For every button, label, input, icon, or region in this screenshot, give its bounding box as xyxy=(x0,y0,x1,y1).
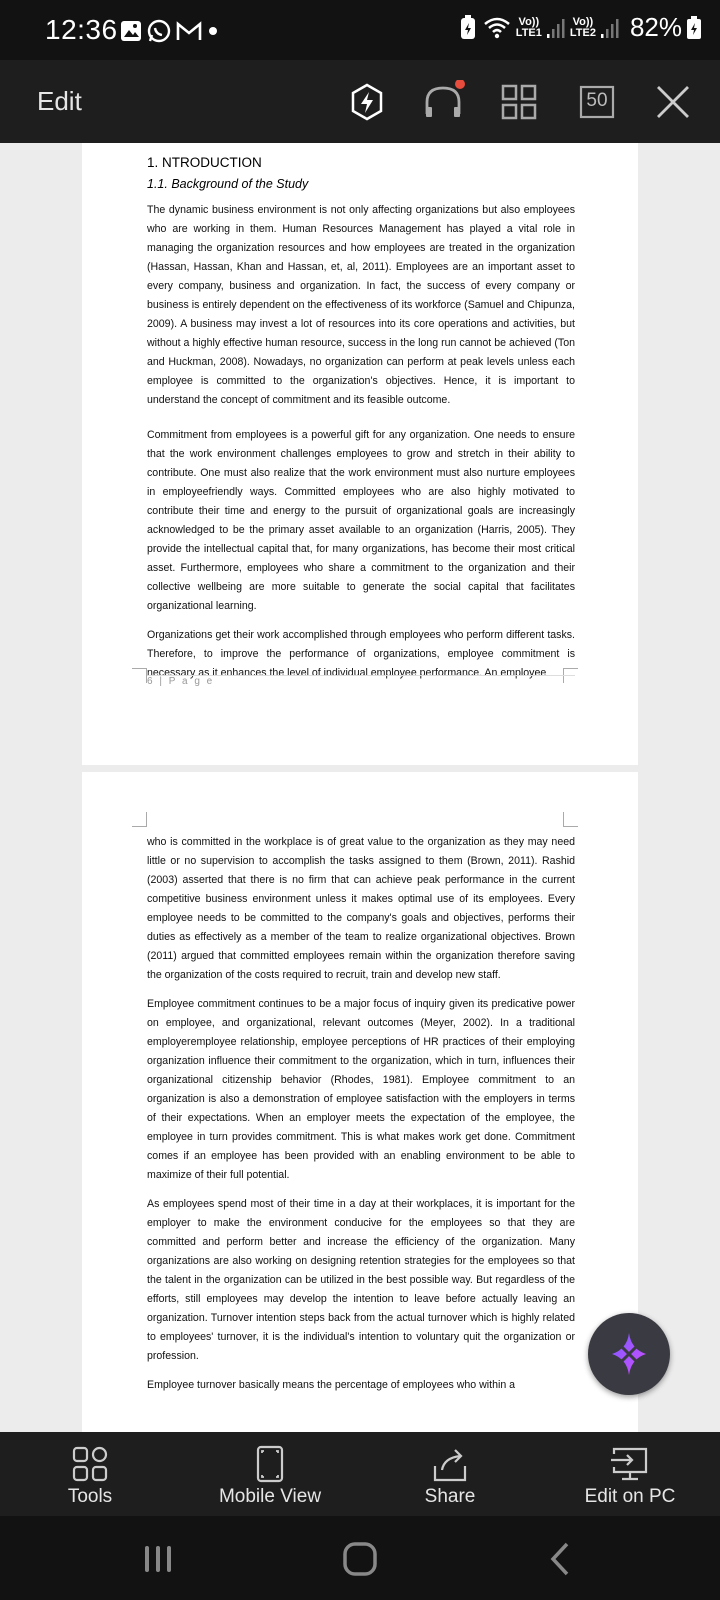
notification-icons xyxy=(120,18,220,44)
edit-button[interactable]: Edit xyxy=(37,86,82,116)
sim1-label: Vo)) LTE1 xyxy=(515,15,542,39)
mobile-view-icon xyxy=(250,1444,290,1484)
ai-hexagon-icon xyxy=(345,80,389,124)
paragraph: who is committed in the workplace is of great value to the organization as they may need little or no supervision to accomplish the tasks assigned to them (Brown, 2011). Rashid (2003) asserted that there is no firm that can achieve peak performance in the current competitive business environment unless it makes optimal use of its employees. Every employee needs to be committed to the company's goals and objectives, performs their duties as effectively as a member of the team to realize organizational objectives. Brown (2011) argued that committed employees remain within the organization therefore saving the organization of the costs required to recruit, train and develop new staff. xyxy=(147,836,575,981)
ai-assistant-fab[interactable] xyxy=(588,1313,670,1395)
dot-icon xyxy=(206,24,220,38)
paragraph: Employee commitment continues to be a major focus of inquiry given its predicative power on employee, and organizational, relevant outcomes (Meyer, 2002). In a traditional employeremployee relationship, employee perceptions of HR practices of their employing organization influence their commitment to the organization, which in turn, influences their organizational citizenship behavior (Rhodes, 1981). Employee commitment to an organization is also a demonstration of employee satisfaction with the employers in terms of their expectations. When an employer meets the expectation of the employee, the employee in turn provides commitment. This is what makes work get done. Commitment comes if an employee has been provided with an enabling environment to be able to maximize of their full potential. xyxy=(147,998,575,1181)
monitor-icon xyxy=(610,1444,650,1484)
close-button[interactable] xyxy=(651,80,695,124)
sim2-label: Vo)) LTE2 xyxy=(569,15,596,39)
share-label: Share xyxy=(424,1486,476,1507)
whatsapp-icon xyxy=(146,18,172,44)
paragraph: The dynamic business environment is not only affecting organizations but also employees who are working in them. Human Resources Management has played a vital role in managing the organization resources and how employees are treated in the organization (Hassan, Hassan, Khan and Hassan, et, al, 2011). Employees are an important asset to every company, business and organization. In fact, the success of every company or business is entirely dependent on the effectiveness of its workforce (Samuel and Chipunza, 2009). A business may invest a lot of resources into its core operations and activities, but without a highly effective human resource, success in the long run cannot be achieved (Ton and Huckman, 2008). Nowadays, no organization can perform at peak levels unless each employee is committed to the organization's objectives. Hence, it is important to understand the concept of commitment and its feasible outcome. xyxy=(147,204,575,406)
close-icon xyxy=(651,80,695,124)
section-heading: 1. NTRODUCTION xyxy=(147,155,262,170)
crop-mark xyxy=(132,812,147,827)
mobile-view-button[interactable] xyxy=(180,1432,360,1516)
subsection-heading: 1.1. Background of the Study xyxy=(147,177,309,191)
sparkle-icon xyxy=(588,1313,670,1395)
back-icon[interactable] xyxy=(545,1540,575,1578)
paragraph: Commitment from employees is a powerful gift for any organization. One needs to ensure that the work environment challenges employees to grow and stretch in their ability to contribute. One must also realize that the work environment must also nurture employees in employeefriendly ways. Committed employees who are also highly motivated to contribute their time and energy to the pursuit of organizational goals are increasingly acknowledged to be the primary asset available to an organization (Harris, 2005). They provide the intellectual capital that, for many organizations, has become their most critical asset. Furthermore, employees who share a commitment to the organization and their collective wellbeing are more suitable to generate the social capital that facilitates organizational learning. xyxy=(147,429,575,612)
share-icon xyxy=(430,1444,470,1484)
document-viewer[interactable] xyxy=(0,143,720,1432)
battery-charging-icon xyxy=(686,15,702,41)
document-page xyxy=(82,772,638,1432)
page-body xyxy=(147,833,575,1405)
crop-mark xyxy=(563,812,578,827)
mobile-view-label: Mobile View xyxy=(218,1486,322,1507)
system-nav-bar xyxy=(0,1516,720,1600)
page-count-text: 50 xyxy=(586,90,608,111)
wifi-icon xyxy=(482,15,512,41)
page-number: 6 | P a g e xyxy=(147,676,215,687)
battery-percent: 82% xyxy=(629,12,682,42)
tools-icon xyxy=(70,1444,110,1484)
edit-on-pc-label: Edit on PC xyxy=(584,1486,676,1507)
paragraph: Employee turnover basically means the percentage of employees who within a xyxy=(147,1379,516,1391)
thumbnails-button[interactable] xyxy=(497,80,541,124)
home-icon[interactable] xyxy=(341,1540,379,1578)
battery-saver-icon xyxy=(458,15,478,41)
tools-button[interactable] xyxy=(0,1432,180,1516)
share-button[interactable] xyxy=(360,1432,540,1516)
headphones-icon xyxy=(421,80,465,124)
document-page xyxy=(82,143,638,765)
recent-apps-icon[interactable] xyxy=(140,1542,176,1576)
signal1-icon xyxy=(546,16,566,40)
bottom-action-bar xyxy=(0,1432,720,1516)
listen-button[interactable] xyxy=(421,80,465,124)
edit-on-pc-button[interactable] xyxy=(540,1432,720,1516)
gallery-icon xyxy=(120,20,142,42)
grid-icon xyxy=(497,80,541,124)
crop-mark xyxy=(132,668,147,683)
paragraph: As employees spend most of their time in a day at their workplaces, it is important for the employer to make the environment conducive for the employees so that they are committed and perform better and increase the efficiency of the organization. Many organizations are also working on designing retention strategies for the employees so that the talent in the organization can be utilized in the best possible way. But regardless of the efforts, still employees may develop the intention to leave before actually leaving an organization. Turnover intention steps back from the actual turnover which is highly related to employees' turnover, it is the individual's intention to voluntary quit the organization or profession. xyxy=(147,1198,575,1362)
ai-button[interactable] xyxy=(345,80,389,124)
gmail-icon xyxy=(176,20,202,42)
paragraph: Organizations get their work accomplished through employees who perform different tasks. Therefore, to improve the performance of organizations, employee commitment is necessary as it enhances the level of individual employee performance. An employee xyxy=(147,629,575,679)
page-body xyxy=(147,201,575,693)
page-count-button[interactable] xyxy=(575,80,619,124)
status-bar xyxy=(0,0,720,60)
signal2-icon xyxy=(600,16,620,40)
app-toolbar xyxy=(0,60,720,143)
system-icons xyxy=(458,12,702,43)
tools-label: Tools xyxy=(67,1486,113,1507)
status-time: 12:36 xyxy=(45,14,118,45)
